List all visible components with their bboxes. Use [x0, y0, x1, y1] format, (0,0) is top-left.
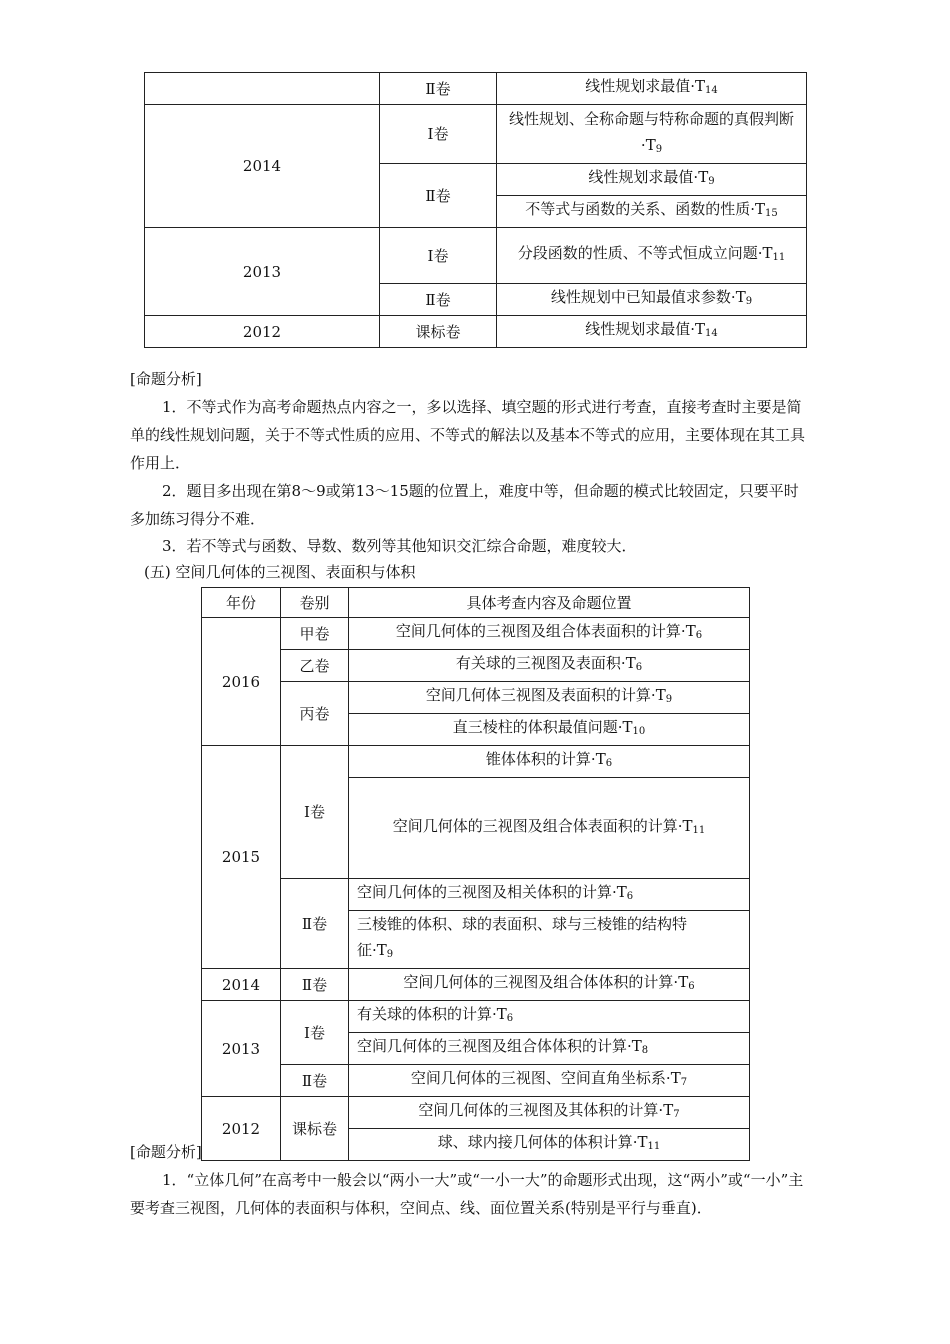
content-cell: 空间几何体的三视图及组合体体积的计算$\cdot T_6$ [349, 969, 750, 1001]
header-year: 年份 [202, 588, 281, 618]
volume-cell: 乙卷 [281, 650, 349, 682]
year-cell: 2015 [202, 746, 281, 969]
table-geometry [201, 587, 750, 1161]
table-inequality [144, 72, 807, 348]
content-cell: 有关球的三视图及表面积$\cdot T_6$ [349, 650, 750, 682]
volume-cell: Ⅱ卷 [281, 969, 349, 1001]
content-cell: 球、球内接几何体的体积计算$\cdot T_{11}$ [349, 1129, 750, 1161]
analysis-paragraph: 1．不等式作为高考命题热点内容之一，多以选择、填空题的形式进行考查，直接考查时主要是简单的线性规划问题，关于不等式性质的应用、不等式的解法以及基本不等式的应用，主要体现在其工具作用上． [130, 398, 806, 472]
content-cell: 空间几何体的三视图及组合体表面积的计算$\cdot T_{11}$ [349, 778, 750, 879]
table-row [202, 618, 750, 650]
year-cell: 2014 [145, 105, 380, 228]
volume-cell: 丙卷 [281, 682, 349, 746]
year-cell: 2013 [202, 1001, 281, 1097]
volume-cell: Ⅰ卷 [380, 228, 497, 284]
year-cell [145, 73, 380, 105]
volume-cell: Ⅱ卷 [380, 73, 497, 105]
section-title: (五) 空间几何体的三视图、表面积与体积 [144, 563, 416, 581]
volume-cell: Ⅰ卷 [380, 105, 497, 164]
volume-cell: Ⅰ卷 [281, 746, 349, 879]
table-row [145, 73, 807, 105]
content-cell: 线性规划、全称命题与特称命题的真假判断$\cdot T_9$ [497, 105, 807, 164]
table-header-row [202, 588, 750, 618]
content-cell: 分段函数的性质、不等式恒成立问题$\cdot T_{11}$ [497, 228, 807, 284]
content-cell: 直三棱柱的体积最值问题$\cdot T_{10}$ [349, 714, 750, 746]
header-volume: 卷别 [281, 588, 349, 618]
content-cell: 不等式与函数的关系、函数的性质$\cdot T_{15}$ [497, 196, 807, 228]
header-content: 具体考查内容及命题位置 [349, 588, 750, 618]
table-row [145, 316, 807, 348]
volume-cell: 甲卷 [281, 618, 349, 650]
content-cell: 线性规划求最值$\cdot T_{14}$ [497, 316, 807, 348]
volume-cell: 课标卷 [281, 1097, 349, 1161]
content-cell: 线性规划求最值$\cdot T_{14}$ [497, 73, 807, 105]
content-cell: 空间几何体的三视图及组合体体积的计算$\cdot T_8$ [349, 1033, 750, 1065]
analysis-heading: [命题分析] [130, 370, 202, 388]
analysis-paragraph: 2．题目多出现在第8～9或第13～15题的位置上，难度中等，但命题的模式比较固定，只要平时多加练习得分不难． [130, 482, 799, 528]
content-cell: 空间几何体的三视图及组合体表面积的计算$\cdot T_6$ [349, 618, 750, 650]
year-cell: 2014 [202, 969, 281, 1001]
table-row [202, 1001, 750, 1033]
table-row [202, 969, 750, 1001]
year-cell: 2016 [202, 618, 281, 746]
table-row [145, 228, 807, 284]
table-row [202, 1065, 750, 1097]
year-cell: 2013 [145, 228, 380, 316]
content-cell: 空间几何体的三视图及相关体积的计算$\cdot T_6$ [349, 879, 750, 911]
content-cell: 空间几何体的三视图及其体积的计算$\cdot T_7$ [349, 1097, 750, 1129]
content-cell: 线性规划求最值$\cdot T_9$ [497, 164, 807, 196]
analysis-paragraph: 1．“立体几何”在高考中一般会以“两小一大”或“一小一大”的命题形式出现，这“两小”或“一小”主要考查三视图，几何体的表面积与体积，空间点、线、面位置关系(特别是平行与垂直)． [130, 1171, 804, 1217]
analysis-paragraph: 3．若不等式与函数、导数、数列等其他知识交汇综合命题，难度较大． [162, 537, 637, 555]
volume-cell: Ⅱ卷 [281, 1065, 349, 1097]
volume-cell: Ⅱ卷 [380, 284, 497, 316]
content-cell: 空间几何体三视图及表面积的计算$\cdot T_9$ [349, 682, 750, 714]
volume-cell: Ⅰ卷 [281, 1001, 349, 1065]
table-row [145, 105, 807, 164]
content-cell: 线性规划中已知最值求参数$\cdot T_9$ [497, 284, 807, 316]
content-cell: 锥体体积的计算$\cdot T_6$ [349, 746, 750, 778]
content-cell: 空间几何体的三视图、空间直角坐标系$\cdot T_7$ [349, 1065, 750, 1097]
table-row [202, 879, 750, 911]
volume-cell: Ⅱ卷 [380, 164, 497, 228]
year-cell: 2012 [202, 1097, 281, 1161]
table-row [202, 1097, 750, 1129]
content-cell: 三棱锥的体积、球的表面积、球与三棱锥的结构特 征$\cdot T_9$ [349, 911, 750, 969]
volume-cell: Ⅱ卷 [281, 879, 349, 969]
year-cell: 2012 [145, 316, 380, 348]
volume-cell: 课标卷 [380, 316, 497, 348]
table-row [202, 682, 750, 714]
content-cell: 有关球的体积的计算$\cdot T_6$ [349, 1001, 750, 1033]
table-row [202, 650, 750, 682]
analysis-heading: [命题分析] [130, 1143, 202, 1161]
table-row [202, 746, 750, 778]
